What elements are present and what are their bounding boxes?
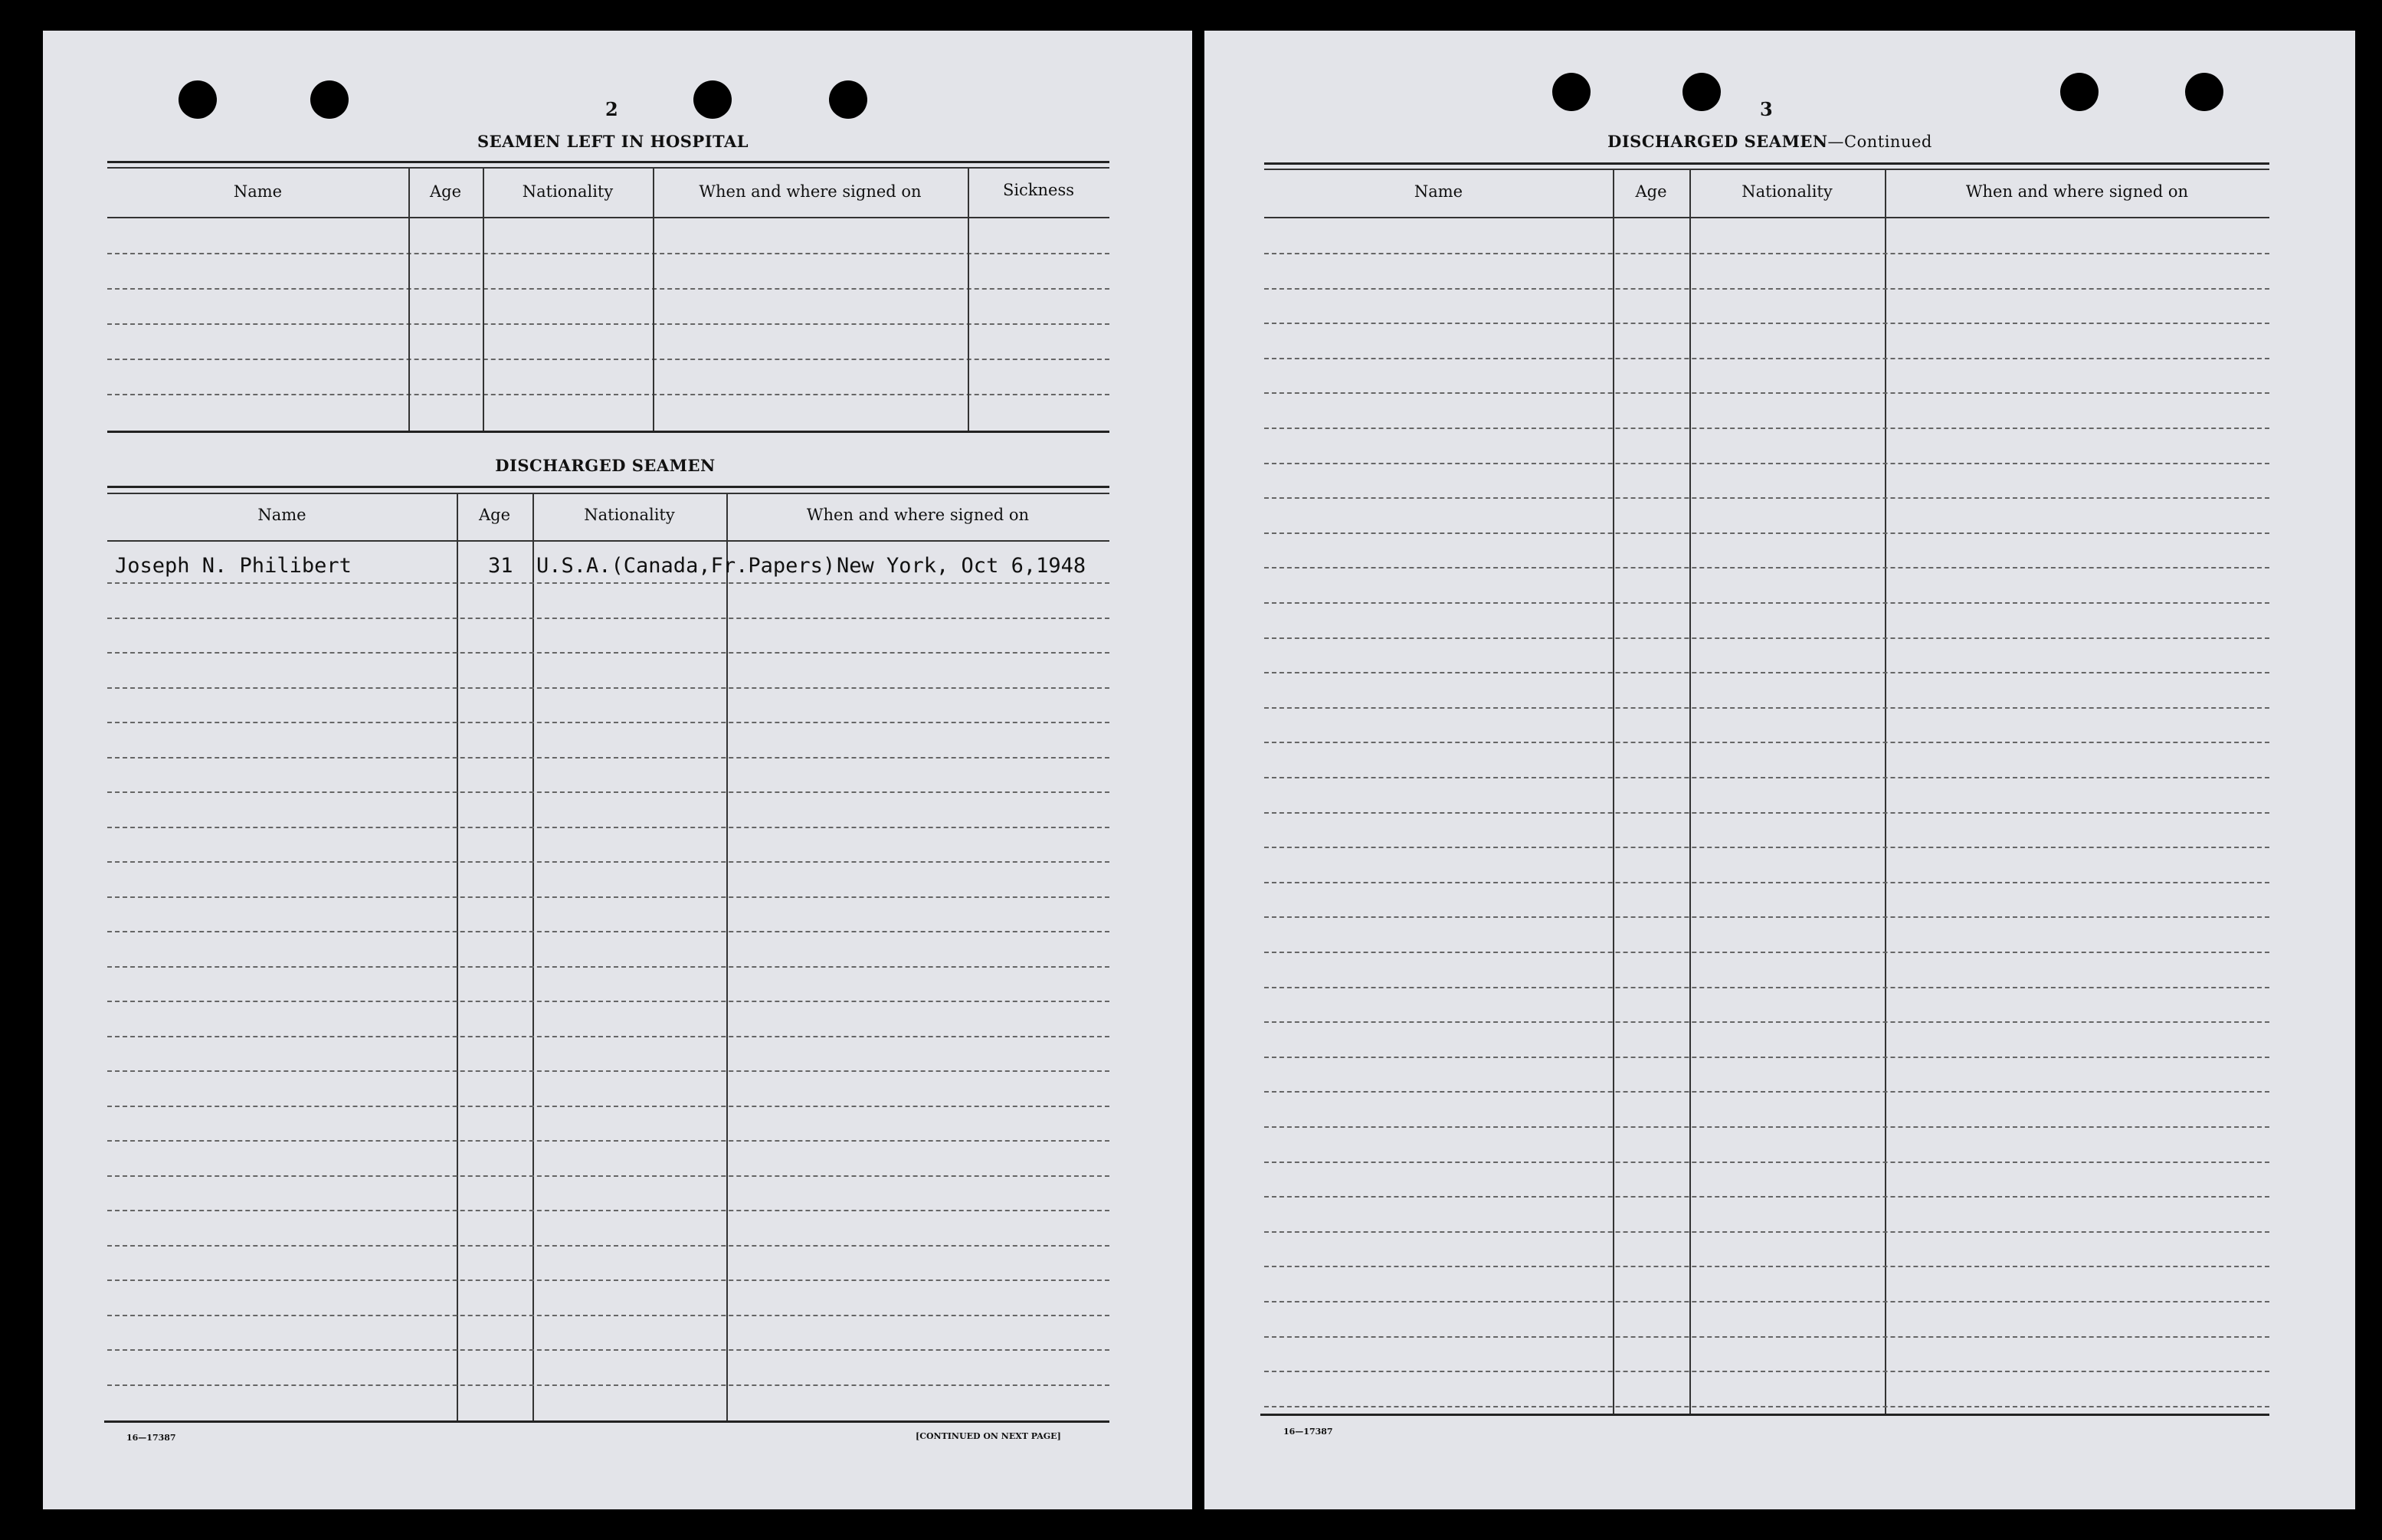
punch-hole: [2185, 73, 2223, 111]
ruled-line: [1264, 392, 2269, 394]
hospital-col-signed-on: When and where signed on: [699, 182, 922, 201]
page-number-left: 2: [605, 98, 618, 120]
ruled-line: [107, 1280, 1109, 1281]
ruled-line: [1264, 288, 2269, 290]
ruled-line: [107, 1070, 1109, 1072]
ruled-line: [107, 1210, 1109, 1211]
ruled-line: [107, 722, 1109, 723]
ruled-line: [1264, 952, 2269, 953]
hospital-section-title: SEAMEN LEFT IN HOSPITAL: [477, 132, 749, 151]
ruled-line: [107, 687, 1109, 689]
ruled-line: [1264, 916, 2269, 918]
ruled-line: [107, 1001, 1109, 1002]
ruled-line: [1264, 497, 2269, 499]
ruled-line: [107, 1349, 1109, 1351]
ruled-line: [1264, 1231, 2269, 1233]
ruled-line: [1264, 1301, 2269, 1302]
punch-hole: [2060, 73, 2099, 111]
punch-hole: [1552, 73, 1591, 111]
right-col-name: Name: [1414, 182, 1463, 201]
discharged-continued-title-text: DISCHARGED SEAMEN: [1607, 132, 1828, 151]
ruled-line: [1264, 253, 2269, 254]
punch-hole: [1682, 73, 1721, 111]
ruled-line: [1264, 672, 2269, 673]
ruled-line: [107, 931, 1109, 932]
right-col-nationality: Nationality: [1741, 182, 1833, 201]
discharged-section-title: DISCHARGED SEAMEN: [495, 456, 716, 475]
continued-note: [CONTINUED ON NEXT PAGE]: [916, 1431, 1061, 1441]
ruled-line: [107, 1315, 1109, 1316]
ruled-line: [107, 652, 1109, 654]
ruled-line: [1264, 742, 2269, 743]
ruled-line: [107, 861, 1109, 863]
seaman-age: 31: [488, 554, 513, 578]
discharged-continued-title: [1264, 132, 2276, 151]
discharged-col-name: Name: [257, 506, 306, 524]
ruled-line: [107, 1175, 1109, 1177]
ruled-line: [1264, 1336, 2269, 1338]
ruled-line: [1264, 882, 2269, 883]
ruled-line: [1264, 707, 2269, 709]
ruled-line: [1264, 463, 2269, 464]
ruled-line: [107, 827, 1109, 828]
ruled-line: [1264, 532, 2269, 534]
right-col-signed-on: When and where signed on: [1965, 182, 2189, 201]
form-number-left: 16—17387: [126, 1433, 176, 1443]
ruled-line: [1264, 1196, 2269, 1198]
ruled-line: [107, 757, 1109, 759]
page-number-right: 3: [1760, 98, 1773, 120]
ruled-line: [1264, 1406, 2269, 1407]
ruled-line: [1264, 637, 2269, 639]
ruled-line: [107, 618, 1109, 619]
ruled-line: [107, 1384, 1109, 1386]
ruled-line: [1264, 1162, 2269, 1163]
ruled-line: [107, 1245, 1109, 1247]
discharged-col-age: Age: [478, 506, 511, 524]
ruled-line: [1264, 323, 2269, 324]
ruled-line: [107, 966, 1109, 968]
punch-hole: [693, 80, 732, 119]
hospital-col-age: Age: [429, 182, 462, 201]
ruled-line: [107, 1106, 1109, 1107]
discharged-col-signed-on: When and where signed on: [806, 506, 1030, 524]
right-col-age: Age: [1635, 182, 1667, 201]
hospital-col-nationality: Nationality: [522, 182, 614, 201]
punch-hole: [310, 80, 349, 119]
ruled-line: [1264, 847, 2269, 848]
ruled-line: [1264, 987, 2269, 988]
continued-suffix: —Continued: [1827, 133, 1932, 151]
seaman-name: Joseph N. Philibert: [115, 554, 352, 578]
form-number-right: 16—17387: [1283, 1427, 1333, 1437]
ruled-line: [1264, 602, 2269, 604]
discharged-col-nationality: Nationality: [584, 506, 675, 524]
ruled-line: [107, 1036, 1109, 1037]
ruled-line: [107, 791, 1109, 793]
hospital-col-name: Name: [233, 182, 283, 201]
ruled-line: [1264, 1091, 2269, 1093]
ruled-line: [1264, 812, 2269, 814]
seaman-nationality: U.S.A.(Canada,Fr.Papers): [536, 554, 836, 578]
ruled-line: [1264, 1057, 2269, 1058]
punch-hole: [829, 80, 867, 119]
ruled-line: [107, 582, 1109, 584]
ruled-line: [1264, 777, 2269, 778]
ruled-line: [1264, 1266, 2269, 1267]
ruled-line: [1264, 567, 2269, 568]
ruled-line: [1264, 1126, 2269, 1128]
ruled-line: [1264, 1021, 2269, 1023]
seaman-signed-on: New York, Oct 6,1948: [837, 554, 1086, 578]
punch-hole: [179, 80, 217, 119]
hospital-col-sickness: Sickness: [1002, 181, 1075, 199]
ruled-line: [107, 1140, 1109, 1142]
ruled-line: [1264, 358, 2269, 359]
ruled-line: [1264, 428, 2269, 429]
ruled-line: [1264, 1371, 2269, 1372]
ruled-line: [107, 896, 1109, 898]
